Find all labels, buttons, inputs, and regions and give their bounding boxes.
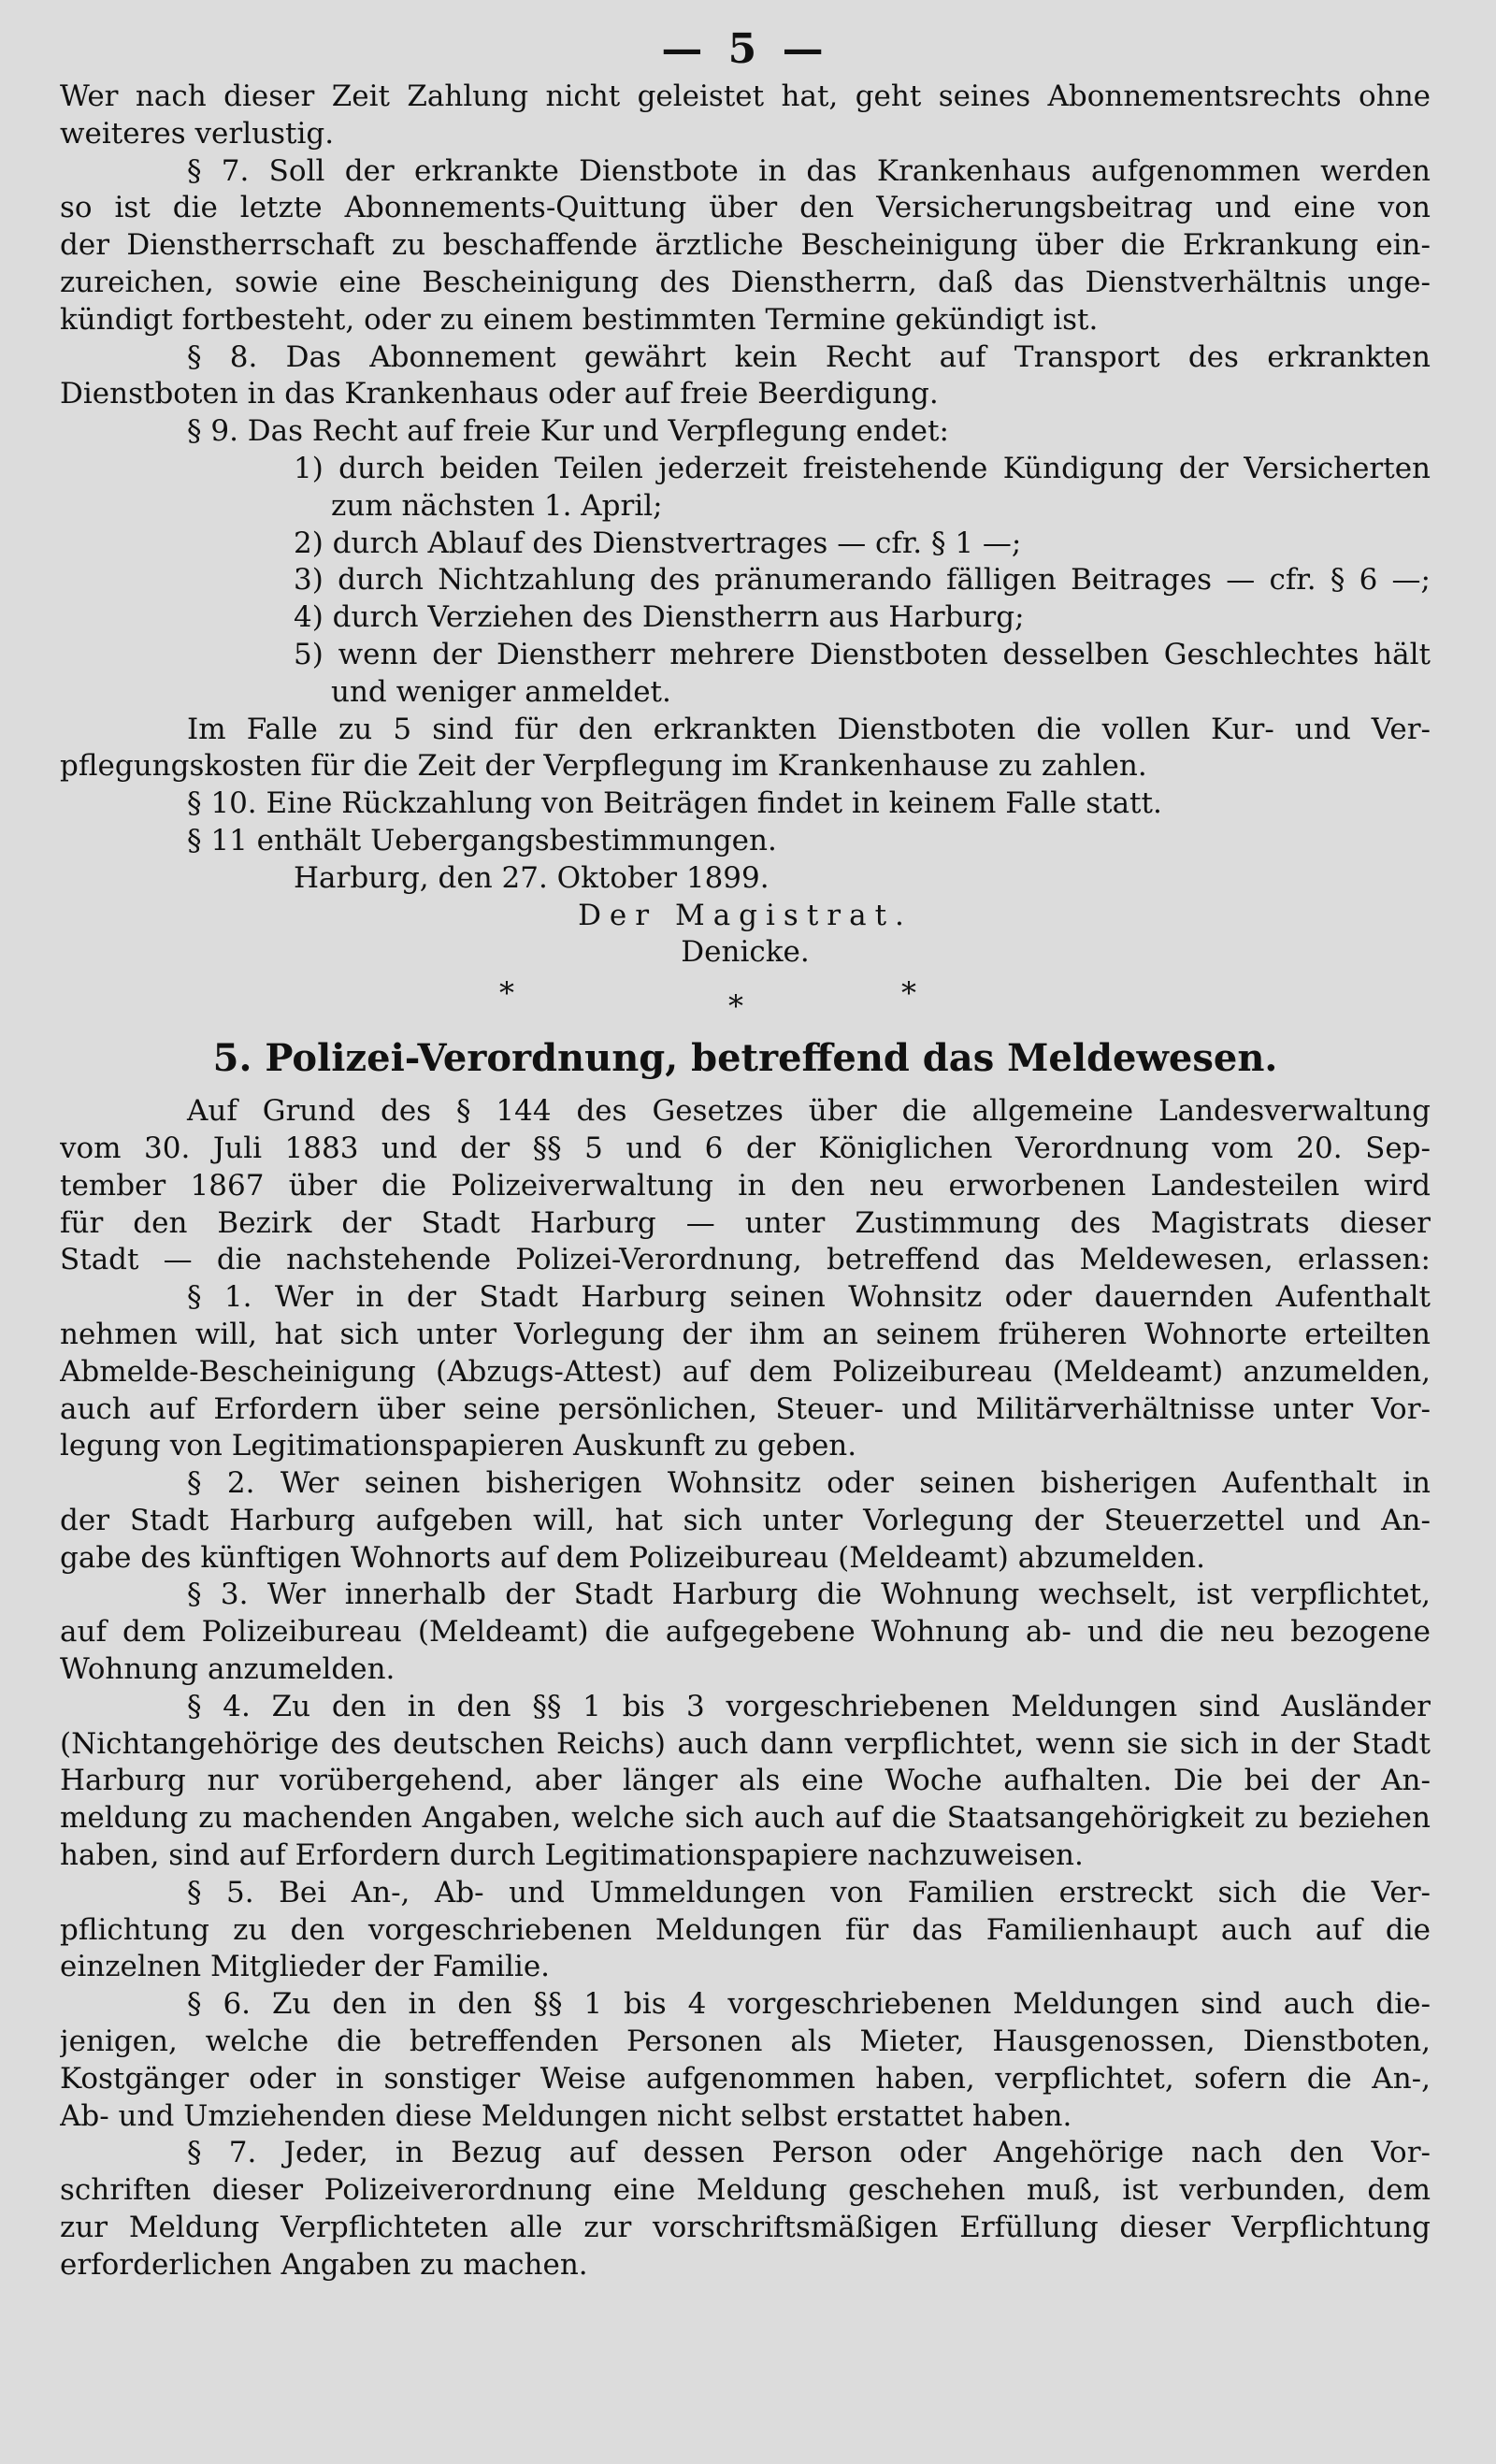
text-line: § 10. Eine Rückzahlung von Beiträgen findet in keinem Falle statt. [187, 786, 1162, 821]
text-line: zur Meldung Verpflichteten alle zur vorschriftsmäßigen Erfüllung dieser Verpflichtung [60, 2211, 1431, 2245]
paragraphs-part1 [60, 79, 1431, 860]
text-line: § 2. Wer seinen bisherigen Wohnsitz oder seinen bisherigen Aufenthalt in [187, 1466, 1431, 1501]
text-line: (Nichtangehörige des deutschen Reichs) auch dann verpflichtet, wenn sie sich in der Stadt [60, 1726, 1431, 1761]
text-line: gabe des künftigen Wohnorts auf dem Polizeibureau (Meldeamt) abzumelden. [60, 1540, 1205, 1575]
text-line: § 1. Wer in der Stadt Harburg seinen Wohnsitz oder dauernden Aufenthalt [187, 1280, 1431, 1315]
text-line: tember 1867 über die Polizeiverwaltung in den neu erworbenen Landesteilen wird [60, 1168, 1431, 1203]
text-line: legung von Legitimationspapieren Auskunft zu geben. [60, 1429, 857, 1463]
star-right: * [901, 975, 916, 1012]
place-date: Harburg, den 27. Oktober 1899. [294, 860, 770, 895]
text-line: erforderlichen Angaben zu machen. [60, 2247, 588, 2282]
text-line: § 11 enthält Uebergangsbestimmungen. [187, 823, 777, 857]
text-line: Im Falle zu 5 sind für den erkrankten Dienstboten die vollen Kur- und Ver- [187, 712, 1431, 746]
text-line: weiteres verlustig. [60, 116, 335, 151]
text-line: 1) durch beiden Teilen jederzeit freistehende Kündigung der Versicherten [294, 451, 1431, 485]
text-line: vom 30. Juli 1883 und der §§ 5 und 6 der Königlichen Verordnung vom 20. Sep- [60, 1131, 1431, 1165]
text-line: 4) durch Verziehen des Dienstherrn aus Harburg; [294, 600, 1025, 635]
paragraphs-part2 [60, 1093, 1431, 2284]
text-line: meldung zu machenden Angaben, welche sich auch auf die Staatsangehörigkeit zu beziehen [60, 1801, 1431, 1836]
page-number: — 5 — [661, 25, 829, 73]
text-line: Auf Grund des § 144 des Gesetzes über die allgemeine Landesverwaltung [187, 1094, 1431, 1129]
text-line: haben, sind auf Erfordern durch Legitimationspapiere nachzuweisen. [60, 1838, 1084, 1873]
text-line: Harburg nur vorübergehend, aber länger als eine Woche aufhalten. Die bei der An- [60, 1764, 1431, 1798]
text-line: so ist die letzte Abonnements-Quittung über den Versicherungsbeitrag und eine von [60, 191, 1431, 225]
text-line: zum nächsten 1. April; [331, 488, 663, 523]
section-heading: 5. Polizei-Verordnung, betreffend das Meldewesen. [212, 1036, 1278, 1081]
text-line: der Dienstherrschaft zu beschaffende ärztliche Bescheinigung über die Erkrankung ein- [60, 228, 1431, 263]
text-line: schriften dieser Polizeiverordnung eine Meldung geschehen muß, ist verbunden, dem [60, 2173, 1431, 2208]
text-line: Stadt — die nachstehende Polizei-Verordnung, betreffend das Meldewesen, erlassen: [60, 1243, 1431, 1277]
text-line: Wer nach dieser Zeit Zahlung nicht geleistet hat, geht seines Abonnementsrechts ohne [60, 79, 1431, 113]
text-line: Abmelde-Bescheinigung (Abzugs-Attest) auf dem Polizeibureau (Meldeamt) anzumelden, [60, 1354, 1431, 1389]
text-line: Kostgänger oder in sonstiger Weise aufgenommen haben, verpflichtet, sofern die An-, [60, 2061, 1431, 2096]
text-line: § 3. Wer innerhalb der Stadt Harburg die Wohnung wechselt, ist verpflichtet, [187, 1578, 1431, 1612]
signature-name: Denicke. [681, 935, 810, 970]
text-line: Ab- und Umziehenden diese Meldungen nicht selbst erstattet haben. [60, 2098, 1072, 2133]
text-line: Wohnung anzumelden. [60, 1652, 396, 1687]
star-center: * [728, 988, 743, 1025]
signature-title: Der Magistrat. [578, 898, 913, 932]
separator-stars [60, 972, 1431, 1025]
text-line: § 7. Soll der erkrankte Dienstbote in das Krankenhaus aufgenommen werden [187, 153, 1431, 188]
text-line: Dienstboten in das Krankenhaus oder auf freie Beerdigung. [60, 377, 939, 411]
text-line: § 9. Das Recht auf freie Kur und Verpflegung endet: [187, 414, 949, 449]
text-line: für den Bezirk der Stadt Harburg — unter Zustimmung des Magistrats dieser [60, 1205, 1431, 1240]
text-line: jenigen, welche die betreffenden Personen als Mieter, Hausgenossen, Dienstboten, [60, 2025, 1431, 2059]
text-line: § 6. Zu den in den §§ 1 bis 4 vorgeschriebenen Meldungen sind auch die- [187, 1987, 1431, 2022]
text-line: zureichen, sowie eine Bescheinigung des Dienstherrn, daß das Dienstverhältnis unge- [60, 265, 1431, 299]
text-line: kündigt fortbesteht, oder zu einem bestimmten Termine gekündigt ist. [60, 302, 1099, 337]
text-line: pflichtung zu den vorgeschriebenen Meldungen für das Familienhaupt auch auf die [60, 1912, 1431, 1947]
text-line: § 4. Zu den in den §§ 1 bis 3 vorgeschriebenen Meldungen sind Ausländer [187, 1689, 1431, 1723]
text-line: und weniger anmeldet. [331, 674, 671, 709]
text-line: 3) durch Nichtzahlung des pränumerando fälligen Beitrages — cfr. § 6 —; [294, 563, 1431, 598]
text-line: § 8. Das Abonnement gewährt kein Recht auf Transport des erkrankten [187, 339, 1431, 374]
text-line: auch auf Erfordern über seine persönlichen, Steuer- und Militärverhältnisse unter Vor- [60, 1391, 1431, 1426]
text-line: auf dem Polizeibureau (Meldeamt) die aufgegebene Wohnung ab- und die neu bezogene [60, 1615, 1431, 1650]
text-line: § 5. Bei An-, Ab- und Ummeldungen von Familien erstreckt sich die Ver- [187, 1875, 1431, 1909]
star-left: * [499, 975, 514, 1012]
text-line: der Stadt Harburg aufgeben will, hat sich unter Vorlegung der Steuerzettel und An- [60, 1503, 1431, 1537]
text-line: § 7. Jeder, in Bezug auf dessen Person oder Angehörige nach den Vor- [187, 2136, 1431, 2170]
text-line: 2) durch Ablauf des Dienstvertrages — cfr. § 1 —; [294, 526, 1022, 560]
text-line: nehmen will, hat sich unter Vorlegung der ihm an seinem früheren Wohnorte erteilten [60, 1317, 1431, 1351]
text-line: einzelnen Mitglieder der Familie. [60, 1950, 551, 1984]
text-line: pflegungskosten für die Zeit der Verpflegung im Krankenhause zu zahlen. [60, 749, 1147, 784]
text-line: 5) wenn der Dienstherr mehrere Dienstboten desselben Geschlechtes hält [294, 637, 1431, 671]
